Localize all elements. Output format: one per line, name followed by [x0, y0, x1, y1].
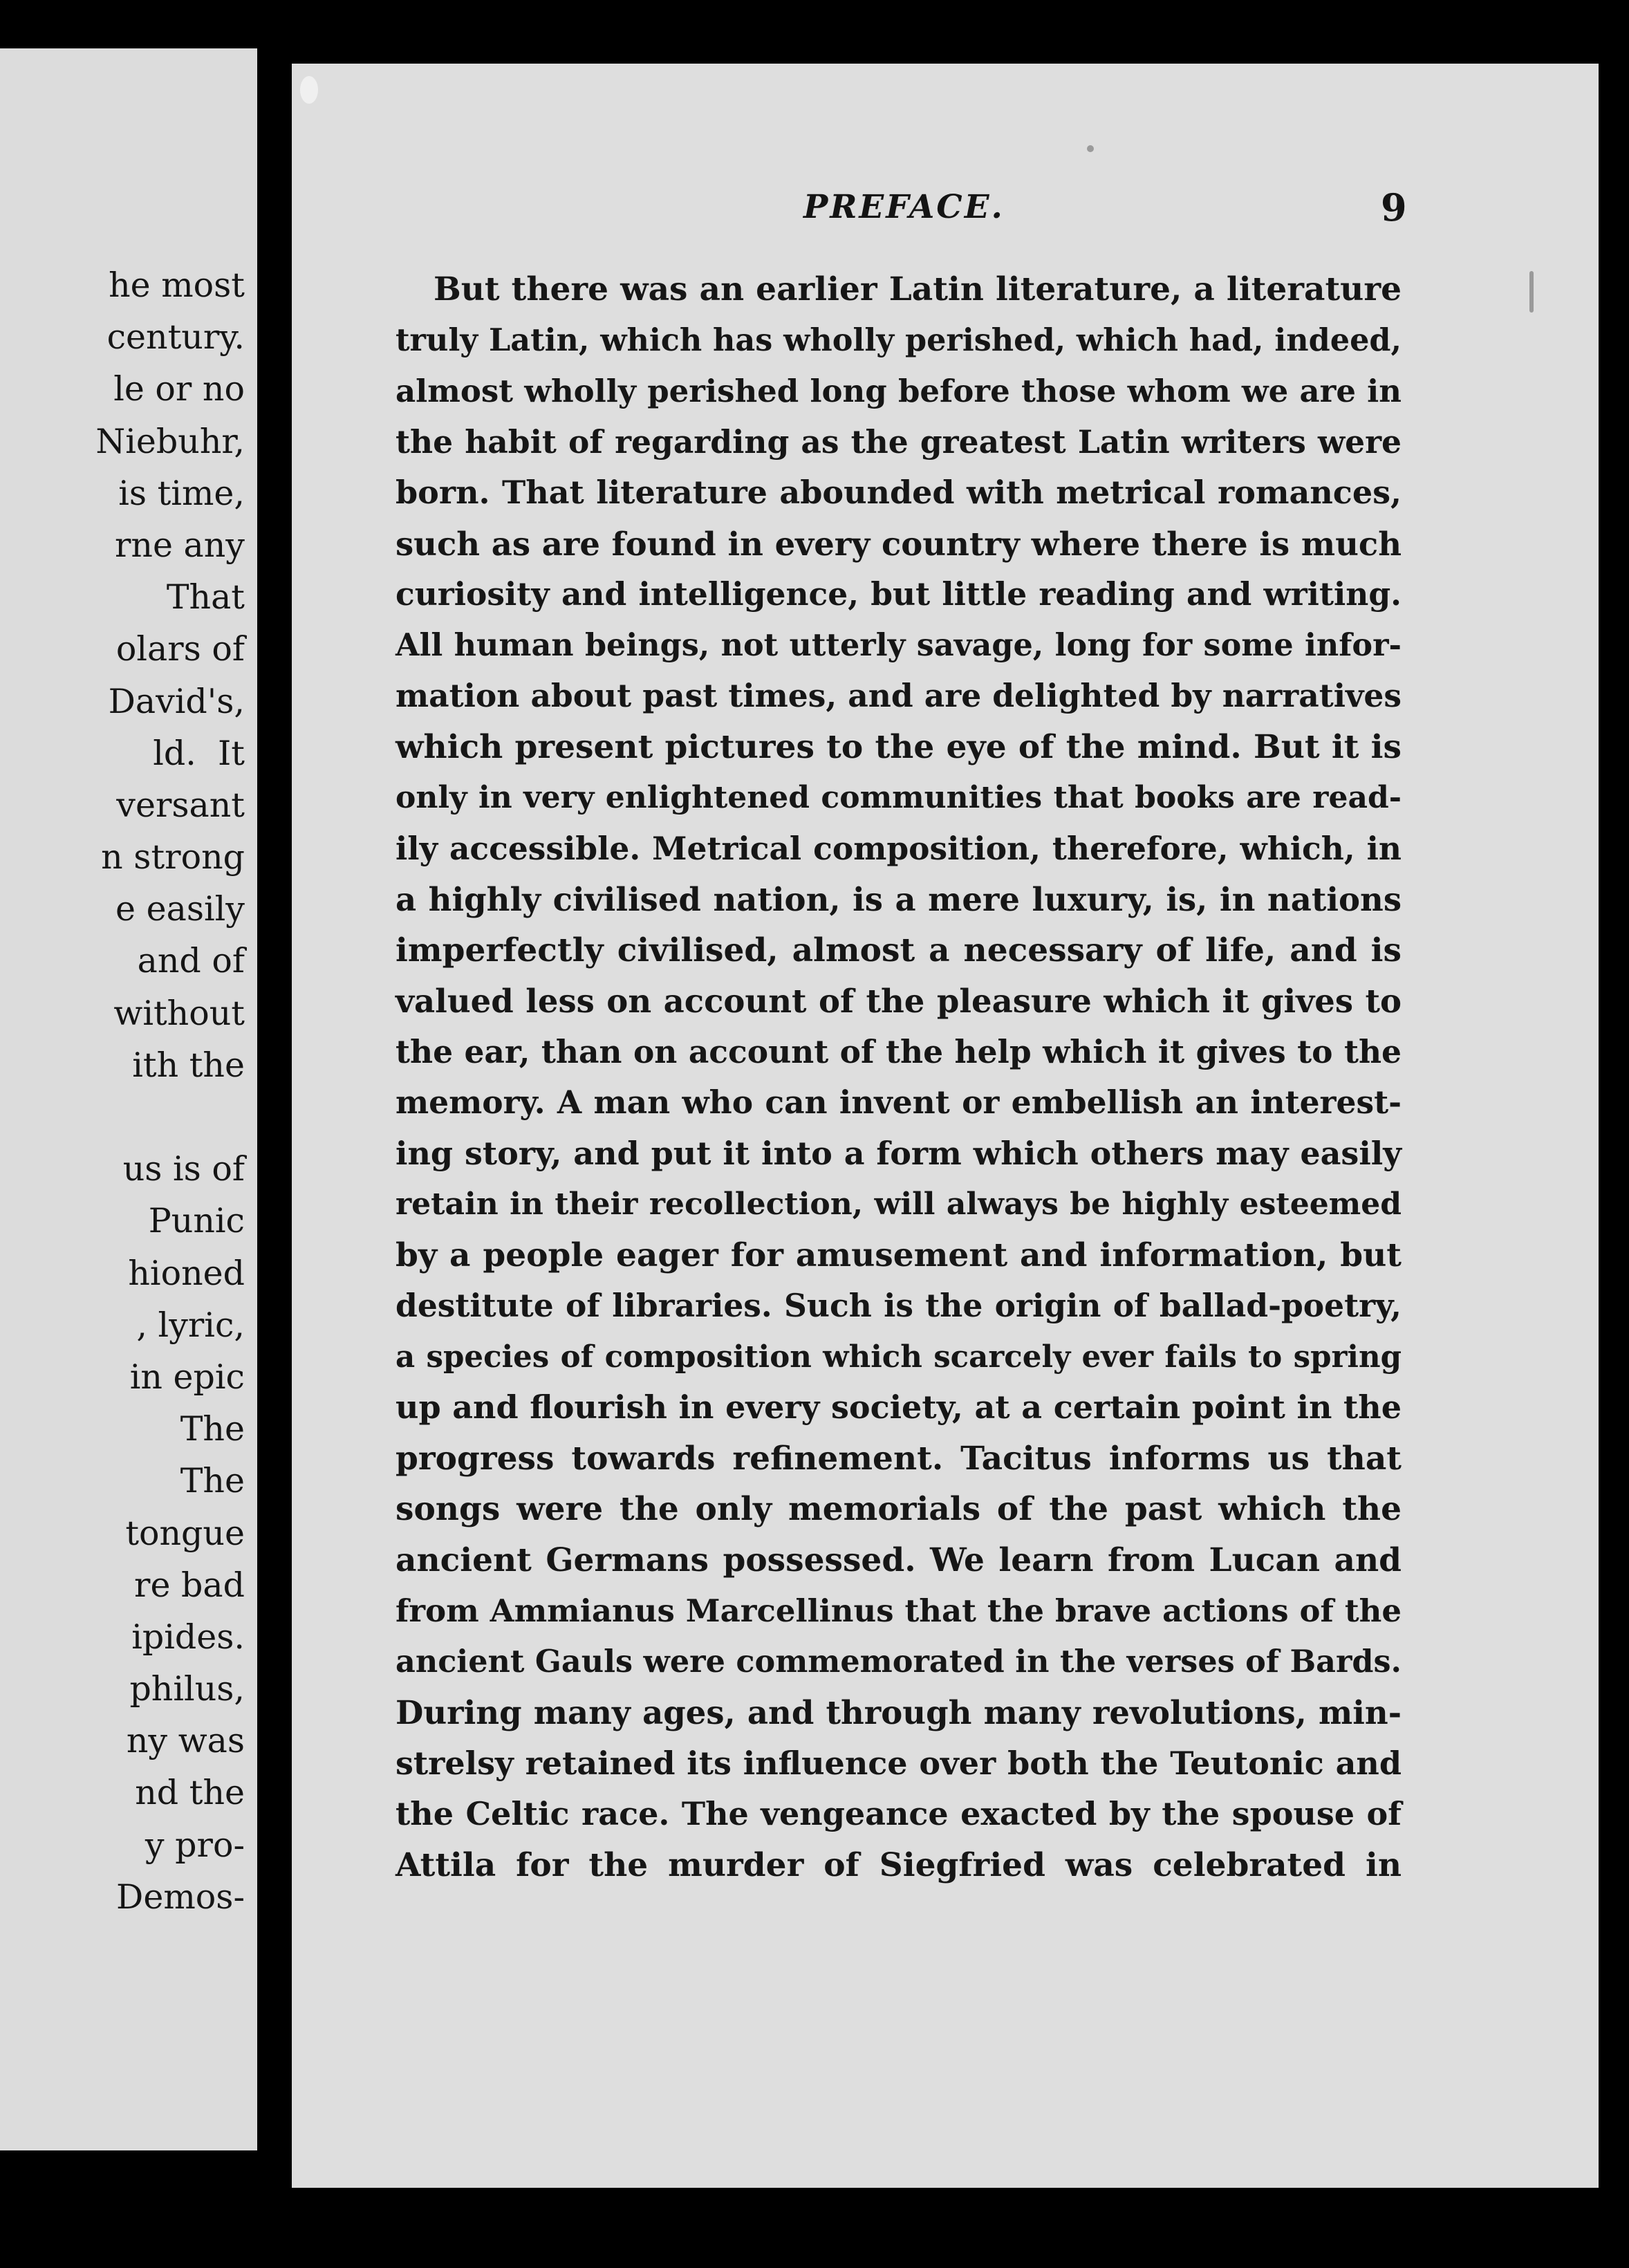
current-page [292, 64, 1599, 2188]
previous-page-line: rne any [114, 525, 245, 565]
text-line: memory. A man who can invent or embellish an interest- [395, 1084, 1402, 1121]
previous-page-line: e easily [115, 889, 245, 929]
previous-page-line: in epic [129, 1357, 245, 1397]
text-line: the habit of regarding as the greatest Latin writers were [395, 422, 1402, 461]
text-line: born. That literature abounded with metrical romances, [395, 474, 1402, 511]
previous-page-line: he most [109, 266, 245, 305]
previous-page-line: ny was [126, 1721, 245, 1761]
previous-page-line: ld. It [153, 733, 245, 773]
text-line: a highly civilised nation, is a mere luxury, is, in nations [395, 880, 1402, 918]
text-line: mation about past times, and are delighted by narratives [395, 677, 1402, 714]
text-line: by a people eager for amusement and information, but [395, 1236, 1402, 1274]
previous-page-line: David's, [108, 681, 245, 721]
previous-page-line: is time, [118, 473, 245, 513]
previous-page-line: y pro- [145, 1825, 245, 1865]
text-line: songs were the only memorials of the past which the [395, 1490, 1402, 1528]
previous-page-line: The [180, 1461, 245, 1501]
page-number: 9 [1381, 185, 1407, 230]
previous-page-line: century. [106, 317, 245, 357]
previous-page-line: ipides. [131, 1617, 245, 1657]
scan-speck [1087, 145, 1094, 152]
text-line: destitute of libraries. Such is the origin of ballad-poetry, [395, 1287, 1402, 1324]
text-line: ily accessible. Metrical composition, therefore, which, in [395, 829, 1402, 867]
text-line: from Ammianus Marcellinus that the brave actions of the [395, 1592, 1402, 1629]
text-line: almost wholly perished long before those whom we are in [395, 373, 1402, 409]
previous-page-line: philus, [129, 1669, 245, 1709]
text-line: All human beings, not utterly savage, long for some infor- [395, 626, 1402, 663]
previous-page-line: That [166, 577, 245, 617]
previous-page-line: The [180, 1409, 245, 1449]
running-head [292, 185, 1599, 243]
text-line: During many ages, and through many revolutions, min- [395, 1693, 1402, 1731]
previous-page-line: versant [116, 785, 245, 825]
text-line: valued less on account of the pleasure which it gives to [395, 982, 1402, 1020]
previous-page-line: us is of [122, 1149, 245, 1189]
running-title: PREFACE. [803, 188, 1005, 226]
previous-page-fragment [0, 48, 257, 2150]
text-line: a species of composition which scarcely ever fails to spring [395, 1339, 1402, 1375]
text-line: ancient Germans possessed. We learn from Lucan and [395, 1541, 1402, 1579]
text-line: But there was an earlier Latin literature, a literature [434, 270, 1402, 308]
text-line: progress towards refinement. Tacitus informs us that [395, 1439, 1402, 1478]
previous-page-line: olars of [115, 629, 245, 669]
scan-speck [300, 76, 318, 104]
previous-page-line: ith the [132, 1045, 245, 1085]
scan-speck [1529, 271, 1534, 313]
text-line: truly Latin, which has wholly perished, which had, indeed, [395, 322, 1402, 358]
text-line: only in very enlightened communities that books are read- [395, 780, 1402, 815]
text-line: up and flourish in every society, at a certain point in the [395, 1388, 1402, 1426]
previous-page-line: tongue [125, 1513, 245, 1553]
text-line: ancient Gauls were commemorated in the verses of Bards. [395, 1643, 1402, 1680]
text-line: the Celtic race. The vengeance exacted by the spouse of [395, 1795, 1402, 1832]
previous-page-text [95, 259, 245, 1923]
previous-page-line: Punic [148, 1201, 245, 1241]
previous-page-line: le or no [113, 369, 245, 409]
text-line: retain in their recollection, will always be highly esteemed [395, 1187, 1402, 1222]
text-line: such as are found in every country where there is much [395, 524, 1402, 563]
preface-body-text [395, 264, 1402, 1890]
text-line: which present pictures to the eye of the mind. But it is [395, 727, 1402, 766]
previous-page-line: n strong [101, 837, 245, 877]
text-line: the ear, than on account of the help which it gives to the [395, 1032, 1402, 1070]
previous-page-line: and of [137, 941, 245, 981]
text-line: Attila for the murder of Siegfried was celebrated in [395, 1846, 1402, 1884]
text-line: ing story, and put it into a form which others may easily [395, 1134, 1402, 1172]
previous-page-line: , lyric, [136, 1305, 245, 1345]
text-line: imperfectly civilised, almost a necessary of life, and is [395, 931, 1402, 969]
previous-page-line: hioned [128, 1253, 245, 1293]
previous-page-line: re bad [134, 1565, 245, 1605]
previous-page-line: Demos- [116, 1877, 245, 1917]
text-line: strelsy retained its influence over both the Teutonic and [395, 1744, 1402, 1782]
previous-page-line: without [113, 993, 245, 1033]
previous-page-line: nd the [135, 1773, 245, 1813]
text-line: curiosity and intelligence, but little reading and writing. [395, 575, 1402, 613]
previous-page-line: Niebuhr, [95, 421, 245, 461]
previous-page-line [95, 1091, 245, 1143]
